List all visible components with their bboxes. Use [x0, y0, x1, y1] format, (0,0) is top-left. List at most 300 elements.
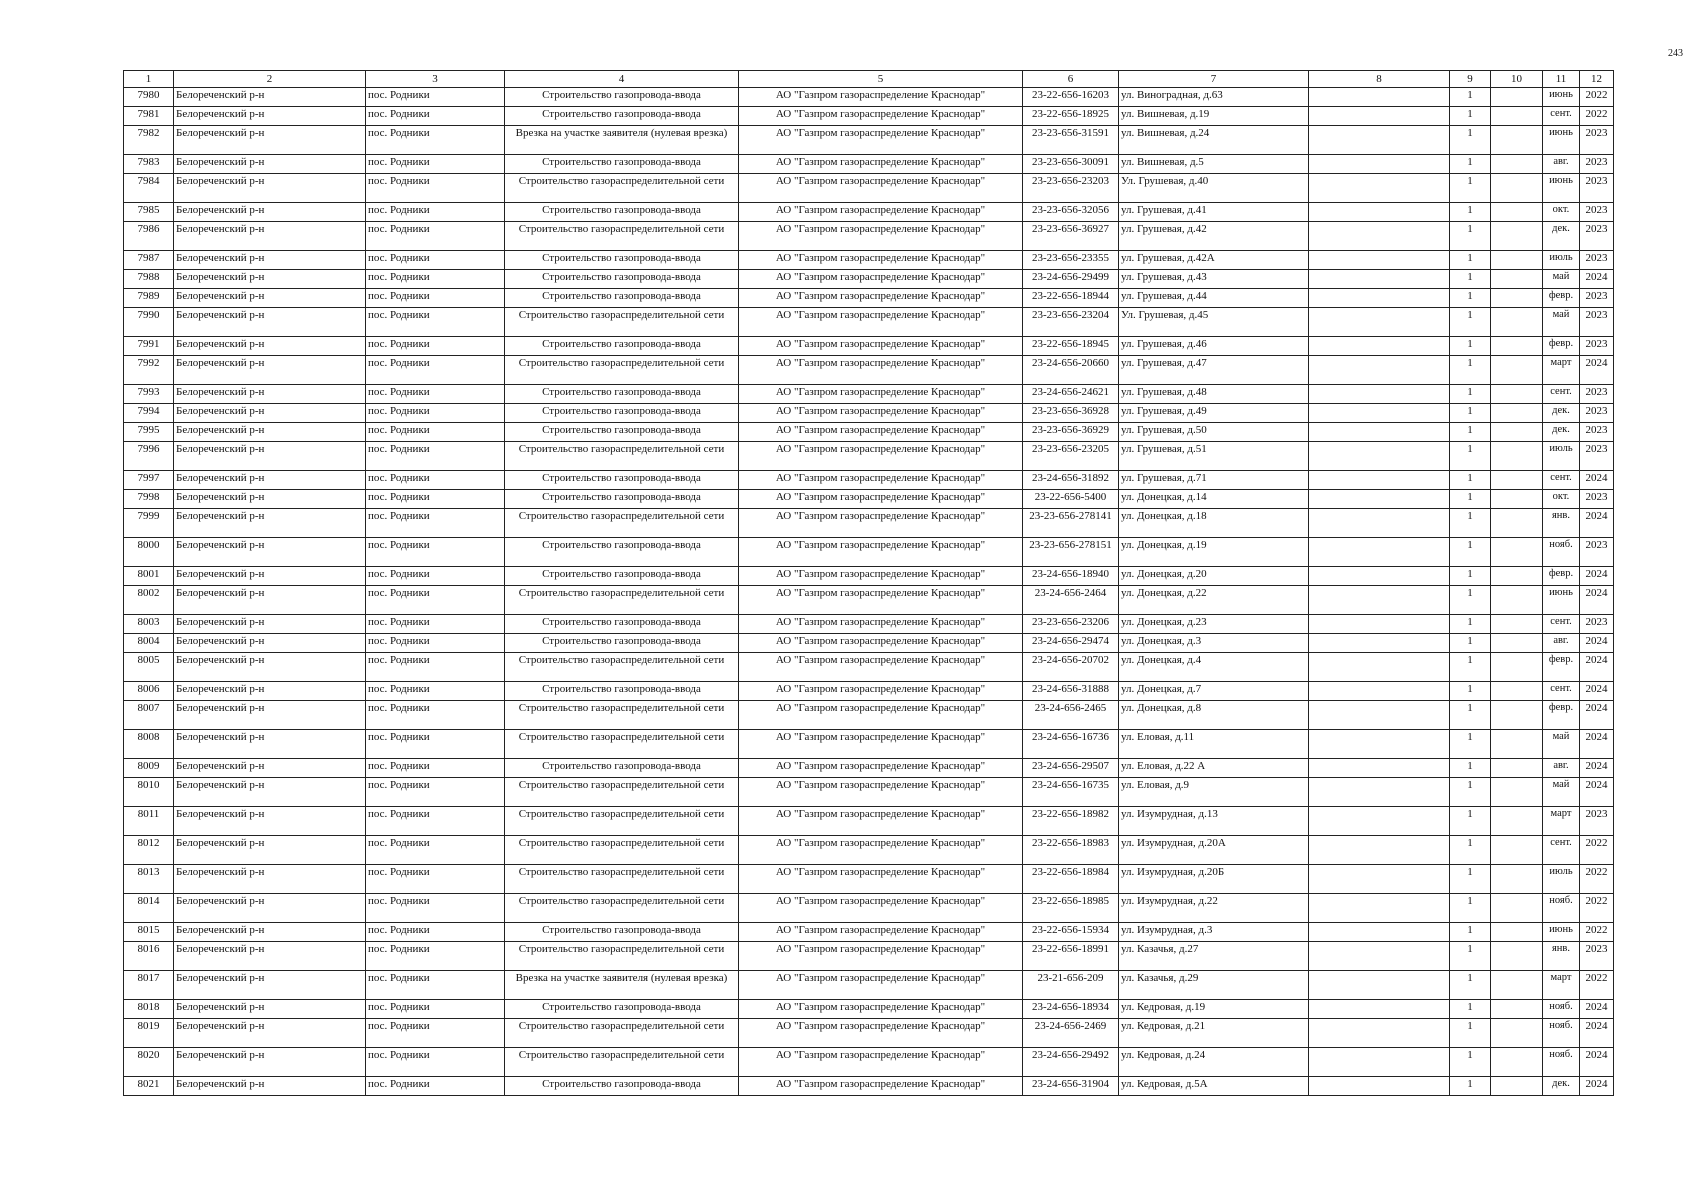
table-row	[124, 836, 1614, 865]
month-cell: янв.	[1543, 509, 1580, 538]
settlement-cell: пос. Родники	[366, 270, 505, 289]
address-cell: ул. Грушевая, д.71	[1119, 471, 1309, 490]
district-cell: Белореченский р-н	[174, 356, 366, 385]
column-10-cell	[1491, 971, 1543, 1000]
work-type-cell: Врезка на участке заявителя (нулевая врезка)	[505, 971, 739, 1000]
table-row	[124, 653, 1614, 682]
table-row	[124, 174, 1614, 203]
settlement-cell: пос. Родники	[366, 836, 505, 865]
address-cell: ул. Донецкая, д.14	[1119, 490, 1309, 509]
work-type-cell: Строительство газораспределительной сети	[505, 1019, 739, 1048]
month-cell: май	[1543, 778, 1580, 807]
month-cell: авг.	[1543, 759, 1580, 778]
district-cell: Белореченский р-н	[174, 701, 366, 730]
month-cell: окт.	[1543, 490, 1580, 509]
table-row	[124, 126, 1614, 155]
application-code-cell: 23-22-656-5400	[1023, 490, 1119, 509]
table-row	[124, 730, 1614, 759]
column-10-cell	[1491, 615, 1543, 634]
column-10-cell	[1491, 203, 1543, 222]
work-type-cell: Строительство газораспределительной сети	[505, 442, 739, 471]
district-cell: Белореченский р-н	[174, 423, 366, 442]
count-cell: 1	[1450, 971, 1491, 1000]
work-type-cell: Строительство газопровода-ввода	[505, 615, 739, 634]
column-header: 1	[124, 71, 174, 88]
year-cell: 2023	[1580, 222, 1614, 251]
application-code-cell: 23-24-656-29492	[1023, 1048, 1119, 1077]
column-10-cell	[1491, 634, 1543, 653]
column-header: 10	[1491, 71, 1543, 88]
address-cell: ул. Донецкая, д.20	[1119, 567, 1309, 586]
row-number-cell: 8018	[124, 1000, 174, 1019]
district-cell: Белореченский р-н	[174, 971, 366, 1000]
settlement-cell: пос. Родники	[366, 567, 505, 586]
column-10-cell	[1491, 442, 1543, 471]
column-header: 11	[1543, 71, 1580, 88]
application-code-cell: 23-24-656-16735	[1023, 778, 1119, 807]
column-8-cell	[1309, 270, 1450, 289]
year-cell: 2024	[1580, 471, 1614, 490]
table-row	[124, 807, 1614, 836]
count-cell: 1	[1450, 942, 1491, 971]
month-cell: дек.	[1543, 222, 1580, 251]
count-cell: 1	[1450, 490, 1491, 509]
count-cell: 1	[1450, 807, 1491, 836]
settlement-cell: пос. Родники	[366, 308, 505, 337]
year-cell: 2024	[1580, 1077, 1614, 1096]
district-cell: Белореченский р-н	[174, 615, 366, 634]
work-type-cell: Строительство газораспределительной сети	[505, 894, 739, 923]
column-10-cell	[1491, 88, 1543, 107]
column-10-cell	[1491, 1000, 1543, 1019]
application-code-cell: 23-22-656-18982	[1023, 807, 1119, 836]
application-code-cell: 23-24-656-16736	[1023, 730, 1119, 759]
month-cell: июнь	[1543, 126, 1580, 155]
organization-cell: АО "Газпром газораспределение Краснодар"	[739, 1000, 1023, 1019]
district-cell: Белореченский р-н	[174, 634, 366, 653]
address-cell: ул. Еловая, д.11	[1119, 730, 1309, 759]
work-type-cell: Строительство газопровода-ввода	[505, 251, 739, 270]
count-cell: 1	[1450, 222, 1491, 251]
address-cell: ул. Грушевая, д.48	[1119, 385, 1309, 404]
month-cell: нояб.	[1543, 894, 1580, 923]
organization-cell: АО "Газпром газораспределение Краснодар"	[739, 155, 1023, 174]
column-8-cell	[1309, 404, 1450, 423]
column-8-cell	[1309, 174, 1450, 203]
table-row	[124, 289, 1614, 308]
column-10-cell	[1491, 567, 1543, 586]
district-cell: Белореченский р-н	[174, 88, 366, 107]
column-10-cell	[1491, 471, 1543, 490]
row-number-cell: 8001	[124, 567, 174, 586]
settlement-cell: пос. Родники	[366, 423, 505, 442]
work-type-cell: Строительство газораспределительной сети	[505, 942, 739, 971]
organization-cell: АО "Газпром газораспределение Краснодар"	[739, 308, 1023, 337]
row-number-cell: 8021	[124, 1077, 174, 1096]
month-cell: февр.	[1543, 337, 1580, 356]
year-cell: 2024	[1580, 634, 1614, 653]
work-type-cell: Строительство газопровода-ввода	[505, 423, 739, 442]
year-cell: 2023	[1580, 126, 1614, 155]
application-code-cell: 23-24-656-31888	[1023, 682, 1119, 701]
column-8-cell	[1309, 203, 1450, 222]
organization-cell: АО "Газпром газораспределение Краснодар"	[739, 759, 1023, 778]
work-type-cell: Строительство газопровода-ввода	[505, 270, 739, 289]
work-type-cell: Строительство газопровода-ввода	[505, 682, 739, 701]
organization-cell: АО "Газпром газораспределение Краснодар"	[739, 1019, 1023, 1048]
month-cell: янв.	[1543, 942, 1580, 971]
year-cell: 2023	[1580, 404, 1614, 423]
month-cell: авг.	[1543, 155, 1580, 174]
page-number: 243	[1668, 48, 1683, 59]
district-cell: Белореченский р-н	[174, 778, 366, 807]
table-row	[124, 923, 1614, 942]
work-type-cell: Строительство газопровода-ввода	[505, 337, 739, 356]
address-cell: ул. Грушевая, д.50	[1119, 423, 1309, 442]
application-code-cell: 23-22-656-16203	[1023, 88, 1119, 107]
year-cell: 2023	[1580, 174, 1614, 203]
row-number-cell: 8014	[124, 894, 174, 923]
column-8-cell	[1309, 1000, 1450, 1019]
settlement-cell: пос. Родники	[366, 894, 505, 923]
count-cell: 1	[1450, 270, 1491, 289]
address-cell: ул. Казачья, д.27	[1119, 942, 1309, 971]
address-cell: ул. Кедровая, д.5А	[1119, 1077, 1309, 1096]
count-cell: 1	[1450, 778, 1491, 807]
count-cell: 1	[1450, 615, 1491, 634]
district-cell: Белореченский р-н	[174, 1000, 366, 1019]
table-row	[124, 423, 1614, 442]
year-cell: 2023	[1580, 308, 1614, 337]
year-cell: 2022	[1580, 923, 1614, 942]
application-code-cell: 23-24-656-2464	[1023, 586, 1119, 615]
settlement-cell: пос. Родники	[366, 634, 505, 653]
count-cell: 1	[1450, 730, 1491, 759]
year-cell: 2023	[1580, 385, 1614, 404]
application-code-cell: 23-24-656-29474	[1023, 634, 1119, 653]
column-10-cell	[1491, 836, 1543, 865]
organization-cell: АО "Газпром газораспределение Краснодар"	[739, 356, 1023, 385]
count-cell: 1	[1450, 356, 1491, 385]
organization-cell: АО "Газпром газораспределение Краснодар"	[739, 586, 1023, 615]
organization-cell: АО "Газпром газораспределение Краснодар"	[739, 634, 1023, 653]
address-cell: ул. Кедровая, д.21	[1119, 1019, 1309, 1048]
column-8-cell	[1309, 865, 1450, 894]
row-number-cell: 8002	[124, 586, 174, 615]
row-number-cell: 8003	[124, 615, 174, 634]
application-code-cell: 23-23-656-32056	[1023, 203, 1119, 222]
month-cell: сент.	[1543, 107, 1580, 126]
column-10-cell	[1491, 759, 1543, 778]
settlement-cell: пос. Родники	[366, 471, 505, 490]
application-code-cell: 23-23-656-36928	[1023, 404, 1119, 423]
column-10-cell	[1491, 337, 1543, 356]
column-8-cell	[1309, 385, 1450, 404]
column-header: 6	[1023, 71, 1119, 88]
application-code-cell: 23-23-656-30091	[1023, 155, 1119, 174]
organization-cell: АО "Газпром газораспределение Краснодар"	[739, 615, 1023, 634]
address-cell: ул. Грушевая, д.49	[1119, 404, 1309, 423]
settlement-cell: пос. Родники	[366, 759, 505, 778]
column-10-cell	[1491, 270, 1543, 289]
year-cell: 2024	[1580, 1000, 1614, 1019]
table-row	[124, 385, 1614, 404]
row-number-cell: 7982	[124, 126, 174, 155]
work-type-cell: Строительство газопровода-ввода	[505, 1000, 739, 1019]
application-code-cell: 23-22-656-18925	[1023, 107, 1119, 126]
application-code-cell: 23-23-656-23355	[1023, 251, 1119, 270]
month-cell: июль	[1543, 865, 1580, 894]
organization-cell: АО "Газпром газораспределение Краснодар"	[739, 567, 1023, 586]
address-cell: ул. Донецкая, д.19	[1119, 538, 1309, 567]
address-cell: ул. Грушевая, д.46	[1119, 337, 1309, 356]
column-8-cell	[1309, 567, 1450, 586]
column-10-cell	[1491, 174, 1543, 203]
count-cell: 1	[1450, 653, 1491, 682]
district-cell: Белореченский р-н	[174, 653, 366, 682]
count-cell: 1	[1450, 1000, 1491, 1019]
count-cell: 1	[1450, 126, 1491, 155]
column-8-cell	[1309, 759, 1450, 778]
column-8-cell	[1309, 682, 1450, 701]
application-code-cell: 23-22-656-18984	[1023, 865, 1119, 894]
month-cell: май	[1543, 308, 1580, 337]
year-cell: 2023	[1580, 337, 1614, 356]
month-cell: нояб.	[1543, 1000, 1580, 1019]
application-code-cell: 23-23-656-31591	[1023, 126, 1119, 155]
column-10-cell	[1491, 807, 1543, 836]
table-row	[124, 586, 1614, 615]
district-cell: Белореченский р-н	[174, 894, 366, 923]
organization-cell: АО "Газпром газораспределение Краснодар"	[739, 730, 1023, 759]
row-number-cell: 7992	[124, 356, 174, 385]
address-cell: ул. Донецкая, д.8	[1119, 701, 1309, 730]
application-code-cell: 23-23-656-23203	[1023, 174, 1119, 203]
table-header	[124, 71, 1614, 88]
district-cell: Белореченский р-н	[174, 270, 366, 289]
work-type-cell: Строительство газопровода-ввода	[505, 289, 739, 308]
month-cell: февр.	[1543, 289, 1580, 308]
row-number-cell: 8017	[124, 971, 174, 1000]
column-10-cell	[1491, 404, 1543, 423]
column-header: 8	[1309, 71, 1450, 88]
count-cell: 1	[1450, 471, 1491, 490]
column-10-cell	[1491, 1048, 1543, 1077]
organization-cell: АО "Газпром газораспределение Краснодар"	[739, 88, 1023, 107]
settlement-cell: пос. Родники	[366, 586, 505, 615]
address-cell: ул. Вишневая, д.19	[1119, 107, 1309, 126]
organization-cell: АО "Газпром газораспределение Краснодар"	[739, 971, 1023, 1000]
column-10-cell	[1491, 1077, 1543, 1096]
year-cell: 2024	[1580, 509, 1614, 538]
month-cell: март	[1543, 356, 1580, 385]
row-number-cell: 8007	[124, 701, 174, 730]
table-row	[124, 107, 1614, 126]
count-cell: 1	[1450, 174, 1491, 203]
month-cell: авг.	[1543, 634, 1580, 653]
row-number-cell: 8005	[124, 653, 174, 682]
count-cell: 1	[1450, 423, 1491, 442]
count-cell: 1	[1450, 337, 1491, 356]
district-cell: Белореченский р-н	[174, 337, 366, 356]
year-cell: 2022	[1580, 894, 1614, 923]
month-cell: июль	[1543, 251, 1580, 270]
column-10-cell	[1491, 701, 1543, 730]
district-cell: Белореченский р-н	[174, 126, 366, 155]
table-row	[124, 759, 1614, 778]
settlement-cell: пос. Родники	[366, 203, 505, 222]
organization-cell: АО "Газпром газораспределение Краснодар"	[739, 509, 1023, 538]
settlement-cell: пос. Родники	[366, 923, 505, 942]
table-row	[124, 270, 1614, 289]
year-cell: 2023	[1580, 538, 1614, 567]
district-cell: Белореченский р-н	[174, 1077, 366, 1096]
address-cell: ул. Донецкая, д.23	[1119, 615, 1309, 634]
row-number-cell: 7985	[124, 203, 174, 222]
application-code-cell: 23-23-656-23204	[1023, 308, 1119, 337]
table-row	[124, 682, 1614, 701]
year-cell: 2024	[1580, 1048, 1614, 1077]
table-row	[124, 337, 1614, 356]
organization-cell: АО "Газпром газораспределение Краснодар"	[739, 423, 1023, 442]
column-header: 4	[505, 71, 739, 88]
settlement-cell: пос. Родники	[366, 222, 505, 251]
settlement-cell: пос. Родники	[366, 174, 505, 203]
column-8-cell	[1309, 88, 1450, 107]
address-cell: Ул. Грушевая, д.45	[1119, 308, 1309, 337]
district-cell: Белореченский р-н	[174, 385, 366, 404]
count-cell: 1	[1450, 155, 1491, 174]
organization-cell: АО "Газпром газораспределение Краснодар"	[739, 653, 1023, 682]
row-number-cell: 7996	[124, 442, 174, 471]
organization-cell: АО "Газпром газораспределение Краснодар"	[739, 1048, 1023, 1077]
settlement-cell: пос. Родники	[366, 385, 505, 404]
column-8-cell	[1309, 942, 1450, 971]
work-type-cell: Строительство газопровода-ввода	[505, 1077, 739, 1096]
month-cell: дек.	[1543, 423, 1580, 442]
work-type-cell: Строительство газораспределительной сети	[505, 1048, 739, 1077]
table-row	[124, 155, 1614, 174]
row-number-cell: 7983	[124, 155, 174, 174]
organization-cell: АО "Газпром газораспределение Краснодар"	[739, 270, 1023, 289]
column-8-cell	[1309, 107, 1450, 126]
column-10-cell	[1491, 682, 1543, 701]
address-cell: ул. Изумрудная, д.20А	[1119, 836, 1309, 865]
table-row	[124, 701, 1614, 730]
column-8-cell	[1309, 126, 1450, 155]
row-number-cell: 8008	[124, 730, 174, 759]
table-row	[124, 203, 1614, 222]
organization-cell: АО "Газпром газораспределение Краснодар"	[739, 337, 1023, 356]
work-type-cell: Строительство газопровода-ввода	[505, 385, 739, 404]
column-10-cell	[1491, 923, 1543, 942]
work-type-cell: Строительство газораспределительной сети	[505, 778, 739, 807]
district-cell: Белореченский р-н	[174, 155, 366, 174]
month-cell: дек.	[1543, 1077, 1580, 1096]
column-header: 9	[1450, 71, 1491, 88]
organization-cell: АО "Газпром газораспределение Краснодар"	[739, 404, 1023, 423]
column-header: 2	[174, 71, 366, 88]
registry-table	[123, 70, 1614, 1096]
table-row	[124, 538, 1614, 567]
column-10-cell	[1491, 509, 1543, 538]
settlement-cell: пос. Родники	[366, 1019, 505, 1048]
organization-cell: АО "Газпром газораспределение Краснодар"	[739, 251, 1023, 270]
application-code-cell: 23-24-656-18934	[1023, 1000, 1119, 1019]
year-cell: 2024	[1580, 759, 1614, 778]
column-8-cell	[1309, 251, 1450, 270]
column-8-cell	[1309, 894, 1450, 923]
column-8-cell	[1309, 586, 1450, 615]
application-code-cell: 23-22-656-18991	[1023, 942, 1119, 971]
settlement-cell: пос. Родники	[366, 701, 505, 730]
work-type-cell: Строительство газораспределительной сети	[505, 701, 739, 730]
column-10-cell	[1491, 107, 1543, 126]
row-number-cell: 8020	[124, 1048, 174, 1077]
table-row	[124, 634, 1614, 653]
table-row	[124, 942, 1614, 971]
address-cell: ул. Грушевая, д.51	[1119, 442, 1309, 471]
column-10-cell	[1491, 356, 1543, 385]
district-cell: Белореченский р-н	[174, 682, 366, 701]
settlement-cell: пос. Родники	[366, 356, 505, 385]
application-code-cell: 23-24-656-31892	[1023, 471, 1119, 490]
row-number-cell: 7998	[124, 490, 174, 509]
application-code-cell: 23-24-656-24621	[1023, 385, 1119, 404]
organization-cell: АО "Газпром газораспределение Краснодар"	[739, 865, 1023, 894]
address-cell: ул. Изумрудная, д.22	[1119, 894, 1309, 923]
column-10-cell	[1491, 490, 1543, 509]
count-cell: 1	[1450, 107, 1491, 126]
work-type-cell: Строительство газораспределительной сети	[505, 222, 739, 251]
column-8-cell	[1309, 155, 1450, 174]
address-cell: ул. Еловая, д.9	[1119, 778, 1309, 807]
table-row	[124, 778, 1614, 807]
table-row	[124, 971, 1614, 1000]
organization-cell: АО "Газпром газораспределение Краснодар"	[739, 682, 1023, 701]
table-row	[124, 615, 1614, 634]
month-cell: нояб.	[1543, 1019, 1580, 1048]
work-type-cell: Строительство газопровода-ввода	[505, 759, 739, 778]
year-cell: 2024	[1580, 682, 1614, 701]
row-number-cell: 7988	[124, 270, 174, 289]
settlement-cell: пос. Родники	[366, 865, 505, 894]
count-cell: 1	[1450, 894, 1491, 923]
organization-cell: АО "Газпром газораспределение Краснодар"	[739, 701, 1023, 730]
address-cell: ул. Грушевая, д.43	[1119, 270, 1309, 289]
column-8-cell	[1309, 971, 1450, 1000]
year-cell: 2024	[1580, 1019, 1614, 1048]
column-8-cell	[1309, 634, 1450, 653]
organization-cell: АО "Газпром газораспределение Краснодар"	[739, 222, 1023, 251]
count-cell: 1	[1450, 634, 1491, 653]
row-number-cell: 8012	[124, 836, 174, 865]
column-8-cell	[1309, 356, 1450, 385]
row-number-cell: 7995	[124, 423, 174, 442]
count-cell: 1	[1450, 251, 1491, 270]
row-number-cell: 7987	[124, 251, 174, 270]
district-cell: Белореченский р-н	[174, 730, 366, 759]
month-cell: нояб.	[1543, 538, 1580, 567]
district-cell: Белореченский р-н	[174, 251, 366, 270]
table-row	[124, 251, 1614, 270]
table-row	[124, 490, 1614, 509]
application-code-cell: 23-22-656-18945	[1023, 337, 1119, 356]
count-cell: 1	[1450, 567, 1491, 586]
district-cell: Белореченский р-н	[174, 923, 366, 942]
settlement-cell: пос. Родники	[366, 778, 505, 807]
work-type-cell: Строительство газораспределительной сети	[505, 653, 739, 682]
